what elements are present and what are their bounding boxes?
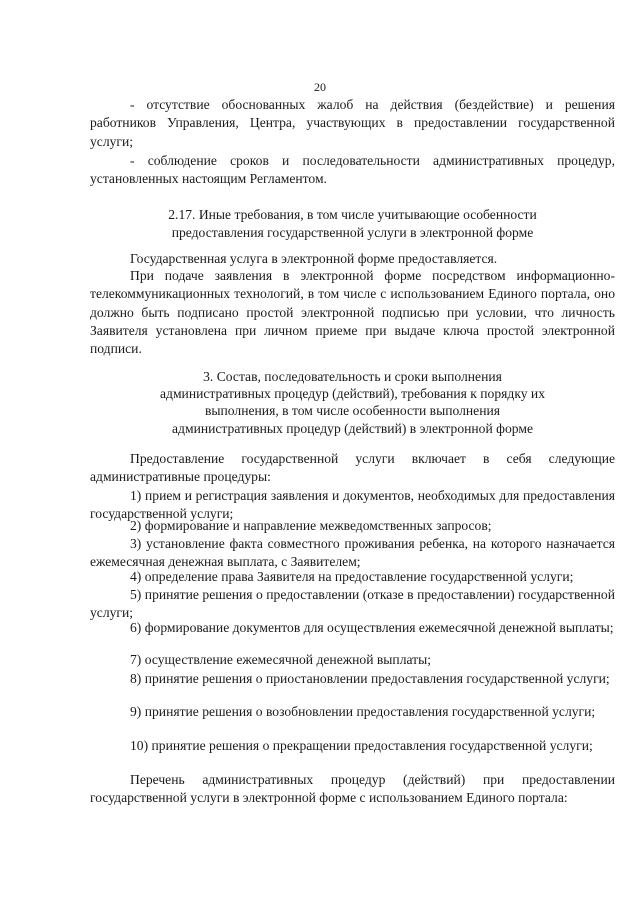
section-217-paragraph-1: Государственная услуга в электронной форме предоставляется. [130, 251, 498, 266]
section-3-closing: Перечень административных процедур (действий) при предоставлении государственной услуги в электронной форме с использованием Единого портала: [90, 772, 615, 806]
paragraph-deadlines: - соблюдение сроков и последовательности административных процедур, установленных настоящим Регламентом. [90, 153, 615, 187]
paragraph-complaints: - отсутствие обоснованных жалоб на действия (бездействие) и решения работников Управления, Центра, участвующих в предоставлении государственной услуги; [90, 97, 615, 149]
list-item-4: 4) определение права Заявителя на предоставление государственной услуги; [130, 569, 574, 584]
list-item-6: 6) формирование документов для осуществления ежемесячной денежной выплаты; [130, 620, 614, 635]
section-3-intro: Предоставление государственной услуги включает в себя следующие административные процедуры: [90, 451, 615, 485]
section-217-paragraph-2: При подаче заявления в электронной форме посредством информационно-телекоммуникационных технологий, в том числе с использованием Единого портала, оно должно быть подписано простой электронной подписью при условии, что личность Заявителя установлена при личном приеме при выдаче ключа простой электронной подписи. [90, 268, 615, 357]
section-217-heading-line2: предоставления государственной услуги в электронной форме [171, 225, 534, 240]
section-3-heading-line4: административных процедур (действий) в электронной форме [172, 421, 533, 436]
section-3-heading-line2: административных процедур (действий), требования к порядку их [160, 386, 545, 401]
list-item-5: 5) принятие решения о предоставлении (отказе в предоставлении) государственной услуги; [90, 587, 615, 621]
list-item-9: 9) принятие решения о возобновлении предоставления государственной услуги; [130, 704, 596, 719]
section-217-heading-line1: 2.17. Иные требования, в том числе учитывающие особенности [168, 207, 537, 222]
section-3-heading-line1: 3. Состав, последовательность и сроки выполнения [203, 369, 502, 384]
page-number: 20 [314, 80, 326, 94]
list-item-2: 2) формирование и направление межведомственных запросов; [130, 518, 492, 533]
list-item-10: 10) принятие решения о прекращении предоставления государственной услуги; [130, 738, 593, 753]
list-item-1: 1) прием и регистрация заявления и документов, необходимых для предоставления государственной услуги; [90, 488, 615, 522]
section-3-heading-line3: выполнения, в том числе особенности выполнения [204, 403, 501, 418]
list-item-3: 3) установление факта совместного проживания ребенка, на которого назначается ежемесячная денежная выплата, с Заявителем; [90, 536, 615, 570]
list-item-7: 7) осуществление ежемесячной денежной выплаты; [130, 652, 432, 667]
list-item-8: 8) принятие решения о приостановлении предоставления государственной услуги; [130, 671, 610, 686]
